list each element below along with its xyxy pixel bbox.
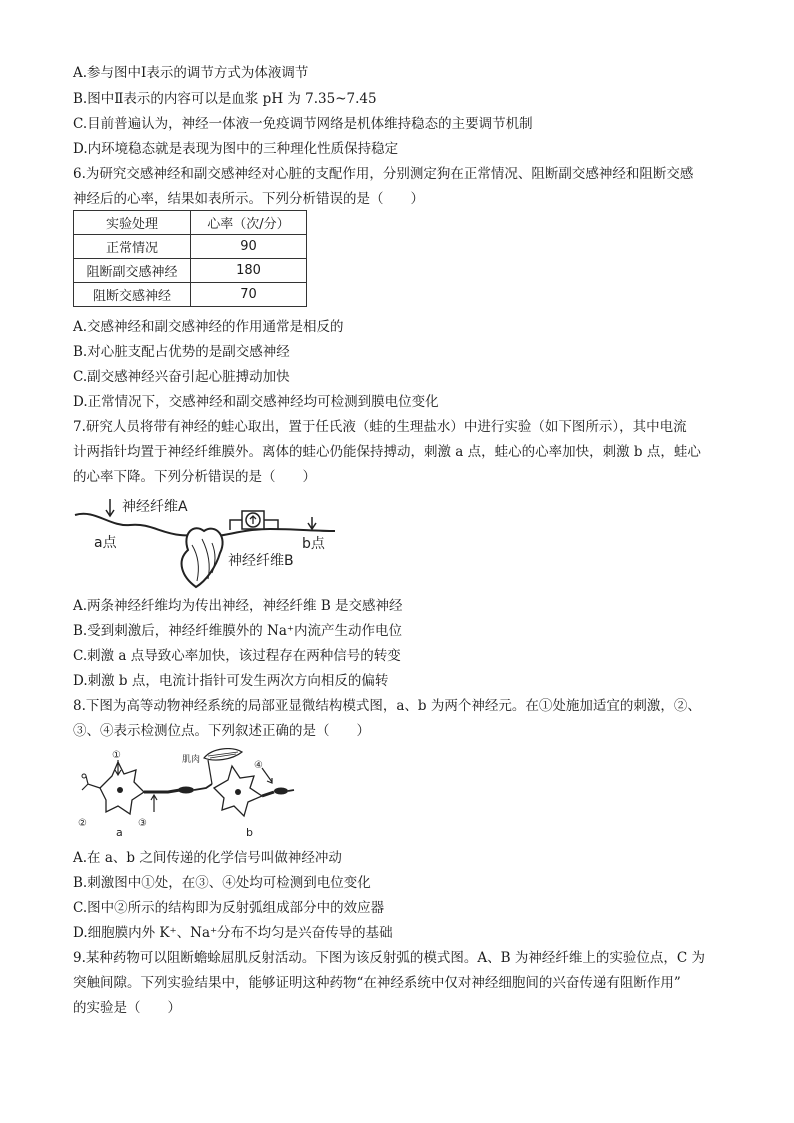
axon-b-terminal — [288, 790, 294, 791]
table-cell: 70 — [191, 283, 307, 307]
q7-option-c: C.刺激 a 点导致心率加快，该过程存在两种信号的转变 — [73, 648, 401, 664]
q5-option-a: A.参与图中Ⅰ表示的调节方式为体液调节 — [73, 65, 309, 81]
neuron-b-nucleus — [235, 789, 241, 795]
label-neuron-a: a — [116, 826, 123, 839]
q8-option-d: D.细胞膜内外 K⁺、Na⁺分布不均匀是兴奋传导的基础 — [73, 925, 393, 941]
q8-option-b: B.刺激图中①处，在③、④处均可检测到电位变化 — [73, 875, 371, 891]
q7-frog-heart-figure — [70, 495, 360, 595]
neuron-a-axon — [144, 790, 180, 792]
myelin-segment — [178, 787, 194, 794]
q7-option-d: D.刺激 b 点，电流计指针可发生两次方向相反的偏转 — [73, 673, 389, 689]
q6-option-c: C.副交感神经兴奋引起心脏搏动加快 — [73, 369, 290, 385]
table-cell: 正常情况 — [74, 235, 191, 259]
q9-stem-line-1: 9.某种药物可以阻断蟾蜍屈肌反射活动。下图为该反射弧的模式图。A、B 为神经纤维上的实验位点，C 为 — [73, 950, 705, 966]
label-point-b: b点 — [302, 536, 325, 552]
q7-option-b: B.受到刺激后，神经纤维膜外的 Na⁺内流产生动作电位 — [73, 623, 402, 639]
q8-neuron-figure — [72, 748, 302, 840]
table-header-cell: 实验处理 — [74, 211, 191, 235]
table-row — [74, 283, 307, 307]
label-neuron-b: b — [246, 826, 253, 839]
nerve-fiber-a — [75, 514, 205, 536]
label-fiber-b: 神经纤维B — [228, 553, 294, 569]
probe-arrow-3-icon — [151, 795, 157, 812]
table-header-cell: 心率（次/分） — [191, 211, 307, 235]
table-cell: 90 — [191, 235, 307, 259]
q7-stem-line-2: 计两指针均置于神经纤维膜外。离体的蛙心仍能保持搏动，刺激 a 点，蛙心的心率加快，刺激 b 点，蛙心 — [73, 444, 701, 460]
q5-option-d: D.内环境稳态就是表现为图中的三种理化性质保持稳定 — [73, 141, 399, 157]
q9-stem-line-2: 突触间隙。下列实验结果中，能够证明这种药物“在神经系统中仅对神经细胞间的兴奋传递有阻断作用” — [73, 975, 681, 991]
q8-stem-line-1: 8.下图为高等动物神经系统的局部亚显微结构模式图，a、b 为两个神经元。在①处施加适宜的刺激，②、 — [73, 698, 701, 714]
table-cell: 阻断副交感神经 — [74, 259, 191, 283]
q5-option-b: B.图中Ⅱ表示的内容可以是血浆 pH 为 7.35~7.45 — [73, 91, 377, 107]
q7-stem-line-3: 的心率下降。下列分析错误的是（ ） — [73, 469, 316, 485]
table-row — [74, 235, 307, 259]
q6-option-d: D.正常情况下，交感神经和副交感神经均可检测到膜电位变化 — [73, 394, 439, 410]
axon-terminal — [194, 784, 212, 790]
label-1: ① — [112, 750, 121, 761]
label-4: ④ — [254, 760, 263, 771]
q8-stem-line-2: ③、④表示检测位点。下列叙述正确的是（ ） — [73, 723, 370, 739]
probe-arrow-4-icon — [262, 768, 272, 783]
label-muscle: 肌肉 — [182, 755, 201, 765]
table-row — [74, 259, 307, 283]
stimulus-arrow-a-icon — [106, 499, 114, 516]
q6-stem-line-2: 神经后的心率，结果如表所示。下列分析错误的是（ ） — [73, 191, 424, 207]
q6-option-b: B.对心脏支配占优势的是副交感神经 — [73, 344, 290, 360]
label-point-a: a点 — [94, 535, 117, 551]
q8-option-a: A.在 a、b 之间传递的化学信号叫做神经冲动 — [73, 850, 342, 866]
label-2: ② — [78, 818, 87, 829]
label-fiber-a: 神经纤维A — [122, 499, 188, 515]
neuron-b-axon — [262, 792, 274, 796]
receptor-ending — [82, 774, 86, 778]
q6-data-table — [73, 210, 307, 307]
table-header-row — [74, 211, 307, 235]
myelin-segment — [274, 788, 288, 795]
frog-heart — [182, 528, 223, 587]
neuron-a-nucleus — [117, 787, 123, 793]
q9-stem-line-3: 的实验是（ ） — [73, 1000, 181, 1016]
q6-stem-line-1: 6.为研究交感神经和副交感神经对心脏的支配作用，分别测定狗在正常情况、阻断副交感神经和阻断交感 — [73, 166, 694, 182]
nerve-to-muscle — [208, 760, 212, 784]
table-cell: 180 — [191, 259, 307, 283]
q6-option-a: A.交感神经和副交感神经的作用通常是相反的 — [73, 319, 344, 335]
q8-option-c: C.图中②所示的结构即为反射弧组成部分中的效应器 — [73, 900, 385, 916]
table-cell: 阻断交感神经 — [74, 283, 191, 307]
q7-option-a: A.两条神经纤维均为传出神经，神经纤维 B 是交感神经 — [73, 598, 403, 614]
label-3: ③ — [138, 818, 147, 829]
q5-option-c: C.目前普遍认为，神经一体液一免疫调节网络是机体维持稳态的主要调节机制 — [73, 116, 533, 132]
stimulus-arrow-b-icon — [308, 517, 316, 529]
q7-stem-line-1: 7.研究人员将带有神经的蛙心取出，置于任氏液（蛙的生理盐水）中进行实验（如下图所示），其中电流 — [73, 419, 687, 435]
